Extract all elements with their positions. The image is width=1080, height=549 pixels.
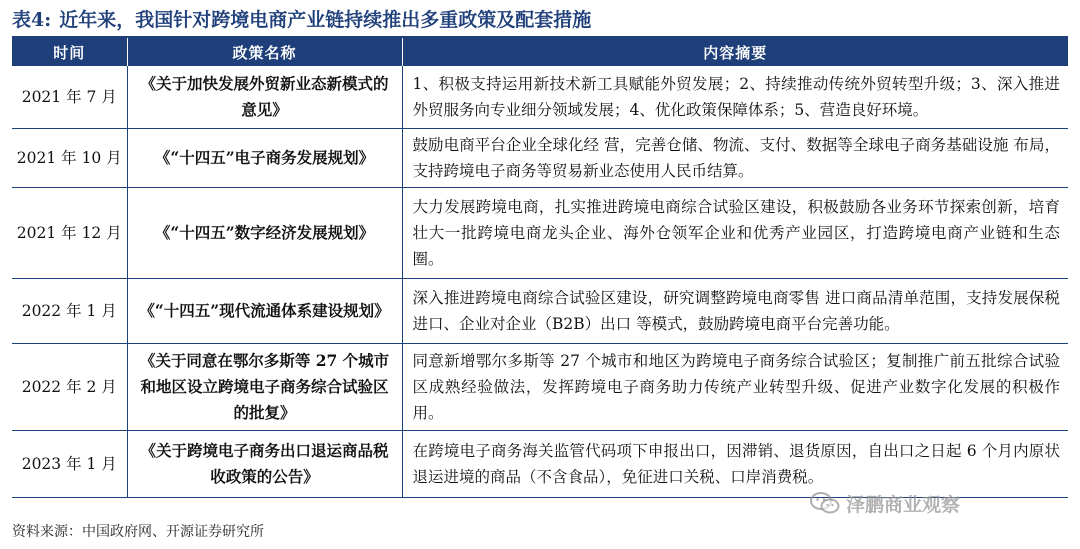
row-summary: 在跨境电子商务海关监管代码项下申报出口，因滞销、退货原因，自出口之日起 6 个月内原状退运进境的商品（不含食品），免征进口关税、口岸消费税。 bbox=[402, 431, 1068, 498]
header-policy-name: 政策名称 bbox=[127, 38, 402, 66]
header-time: 时间 bbox=[12, 38, 127, 66]
table-row bbox=[12, 66, 1068, 129]
row-policy-name: 《“十四五”电子商务发展规划》 bbox=[127, 129, 402, 188]
row-summary: 1、积极支持运用新技术新工具赋能外贸发展；2、持续推动传统外贸转型升级；3、深入推进外贸服务向专业细分领域发展；4、优化政策保障体系；5、营造良好环境。 bbox=[402, 66, 1068, 129]
row-summary: 鼓励电商平台企业全球化经 营，完善仓储、物流、支付、数据等全球电子商务基础设施 布局，支持跨境电子商务等贸易新业态使用人民币结算。 bbox=[402, 129, 1068, 188]
row-policy-name: 《“十四五”数字经济发展规划》 bbox=[127, 188, 402, 279]
row-summary: 深入推进跨境电商综合试验区建设，研究调整跨境电商零售 进口商品清单范围，支持发展保税进口、企业对企业（B2B）出口 等模式，鼓励跨境电商平台完善功能。 bbox=[402, 279, 1068, 344]
table-title-text: 近年来，我国针对跨境电商产业链持续推出多重政策及配套措施 bbox=[59, 9, 592, 31]
row-time: 2023 年 1 月 bbox=[12, 431, 127, 498]
table-row bbox=[12, 279, 1068, 344]
row-policy-name: 《关于跨境电子商务出口退运商品税收政策的公告》 bbox=[127, 431, 402, 498]
table-title bbox=[12, 6, 591, 34]
header-summary: 内容摘要 bbox=[402, 38, 1068, 66]
source-note: 资料来源：中国政府网、开源证券研究所 bbox=[12, 524, 264, 540]
row-policy-name: 《“十四五”现代流通体系建设规划》 bbox=[127, 279, 402, 344]
table-number: 表4: bbox=[12, 9, 52, 31]
row-time: 2021 年 7 月 bbox=[12, 66, 127, 129]
row-time: 2021 年 12 月 bbox=[12, 188, 127, 279]
row-summary: 同意新增鄂尔多斯等 27 个城市和地区为跨境电子商务综合试验区；复制推广前五批综合试验区成熟经验做法，发挥跨境电子商务助力传统产业转型升级、促进产业数字化发展的积极作用。 bbox=[402, 344, 1068, 431]
row-time: 2021 年 10 月 bbox=[12, 129, 127, 188]
policy-table bbox=[12, 38, 1068, 498]
row-policy-name: 《关于同意在鄂尔多斯等 27 个城市和地区设立跨境电子商务综合试验区的批复》 bbox=[127, 344, 402, 431]
table-row bbox=[12, 344, 1068, 431]
table-row bbox=[12, 188, 1068, 279]
table-header-row bbox=[12, 38, 1068, 66]
watermark-text: 泽鹏商业观察 bbox=[846, 493, 961, 516]
table-row bbox=[12, 431, 1068, 498]
table-row bbox=[12, 129, 1068, 188]
row-summary: 大力发展跨境电商，扎实推进跨境电商综合试验区建设，积极鼓励各业务环节探索创新，培育壮大一批跨境电商龙头企业、海外仓领军企业和优秀产业园区，打造跨境电商产业链和生态圈。 bbox=[402, 188, 1068, 279]
row-policy-name: 《关于加快发展外贸新业态新模式的意见》 bbox=[127, 66, 402, 129]
row-time: 2022 年 1 月 bbox=[12, 279, 127, 344]
row-time: 2022 年 2 月 bbox=[12, 344, 127, 431]
